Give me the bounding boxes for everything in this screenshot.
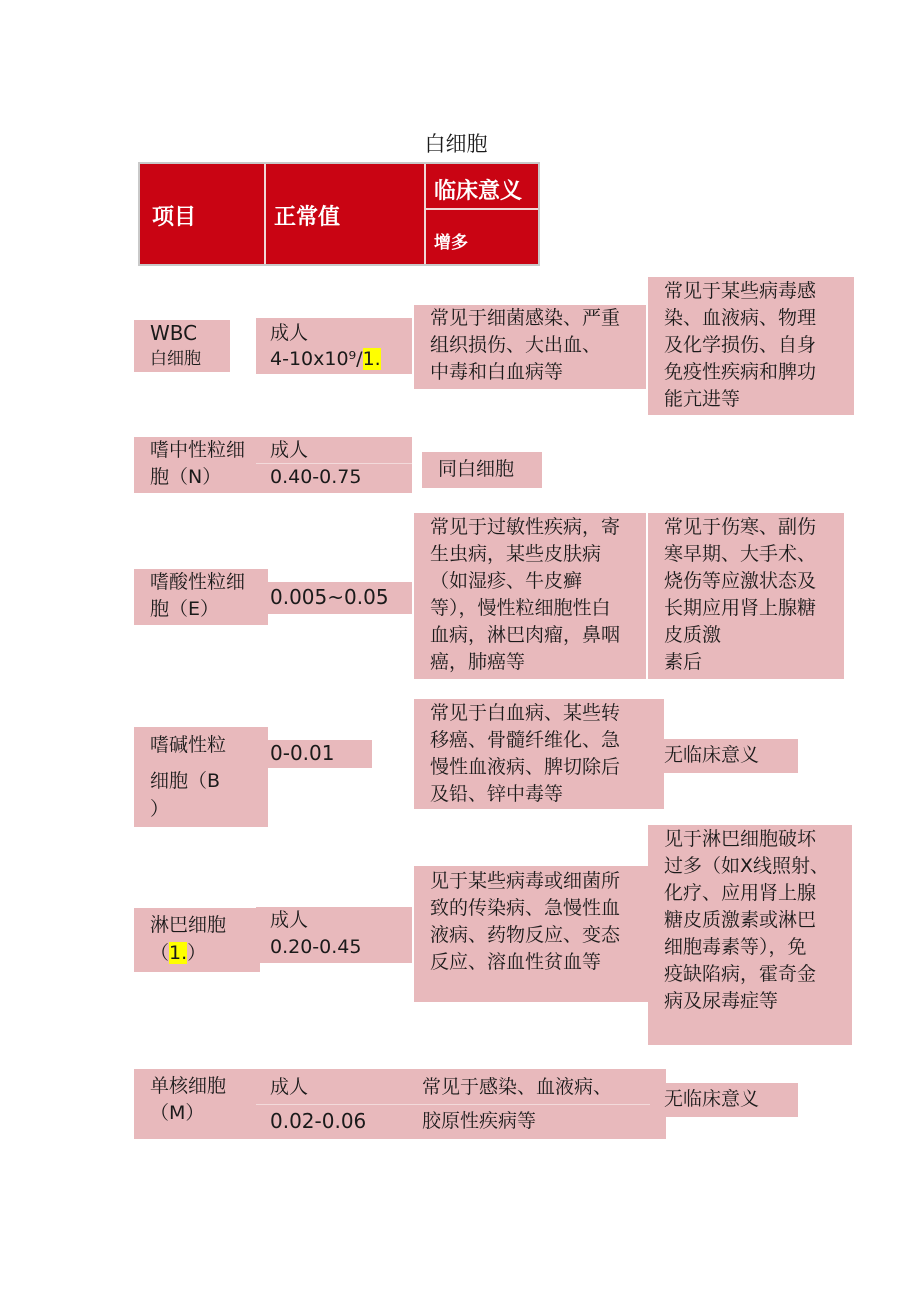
basophil-name-line3: ）: [150, 798, 170, 820]
table-header: [138, 162, 540, 266]
monocyte-increase-line1: 常见于感染、血液病、: [422, 1076, 613, 1098]
highlight-mark: 1.: [169, 942, 188, 964]
neutrophil-name: 嗜中性粒细 胞（N）: [150, 439, 246, 488]
eosinophil-increase-text: 常见于过敏性疾病，寄 生虫病，某些皮肤病 （如湿疹、牛皮癣 等），慢性粒细胞性白 血病，淋巴肉瘤，鼻咽 癌，肺癌等: [430, 516, 621, 673]
basophil-decrease-text: 无临床意义: [664, 744, 760, 766]
eosinophil-name: 嗜酸性粒细 胞（E）: [150, 571, 246, 620]
lymphocyte-increase-text: 见于某些病毒或细菌所 致的传染病、急慢性血 液病、药物反应、变态 反应、溶血性贫血等: [430, 870, 621, 973]
highlight-mark: 1.: [362, 348, 381, 370]
header-divider: [264, 164, 266, 264]
monocyte-name: 单核细胞 （M）: [150, 1075, 227, 1124]
monocyte-normal-line1: 成人: [270, 1076, 309, 1098]
wbc-normal-line1: 成人: [270, 322, 309, 344]
bracket-close: ）: [187, 942, 207, 964]
wbc-name-line2: 白细胞: [150, 349, 201, 369]
eosinophil-decrease-text: 常见于伤寒、副伤 寒早期、大手术、 烧伤等应激状态及 长期应用肾上腺糖 皮质激 素后: [664, 516, 817, 673]
eosinophil-normal: 0.005~0.05: [270, 585, 389, 609]
header-divider: [424, 208, 538, 210]
basophil-name-line1: 嗜碱性粒: [150, 734, 227, 756]
basophil-normal: 0-0.01: [270, 741, 335, 765]
header-item: 项目: [152, 205, 197, 230]
monocyte-increase-line2: 胶原性疾病等: [422, 1110, 537, 1132]
wbc-name-line1: WBC: [150, 321, 198, 345]
page-title: 白细胞: [424, 132, 488, 156]
basophil-name-line2: 细胞（B: [150, 770, 221, 792]
lymphocyte-decrease-text: 见于淋巴细胞破坏 过多（如X线照射、 化疗、应用肾上腺 糖皮质激素或淋巴 细胞毒素等），免 疫缺陷病，霍奇金 病及尿毒症等: [664, 828, 830, 1012]
wbc-normal-line2: [270, 346, 381, 373]
header-divider: [424, 164, 426, 264]
divider: [256, 1104, 666, 1105]
monocyte-decrease-text: 无临床意义: [664, 1088, 760, 1110]
neutrophil-increase-text: 同白细胞: [438, 458, 515, 480]
lymphocyte-name-line2: [150, 940, 206, 967]
lymphocyte-name-line1: 淋巴细胞: [150, 914, 227, 936]
neutrophil-normal: 成人 0.40-0.75: [270, 439, 362, 488]
wbc-decrease-text: 常见于某些病毒感 染、血液病、物理 及化学损伤、自身 免疫性疾病和脾功 能亢进等: [664, 280, 817, 410]
header-normal-value: 正常值: [274, 205, 341, 230]
bracket-open: （: [150, 942, 170, 964]
lymphocyte-normal: 成人 0.20-0.45: [270, 909, 362, 958]
basophil-increase-text: 常见于白血病、某些转 移癌、骨髓纤维化、急 慢性血液病、脾切除后 及铅、锌中毒等: [430, 702, 621, 805]
wbc-normal-value: 4-10x10⁹/: [270, 348, 363, 370]
header-clinical-significance: 临床意义: [434, 179, 523, 204]
header-increase: 增多: [434, 233, 468, 253]
monocyte-normal-line2: 0.02-0.06: [270, 1109, 367, 1133]
wbc-increase-text: 常见于细菌感染、严重 组织损伤、大出血、 中毒和白血病等: [430, 307, 621, 383]
